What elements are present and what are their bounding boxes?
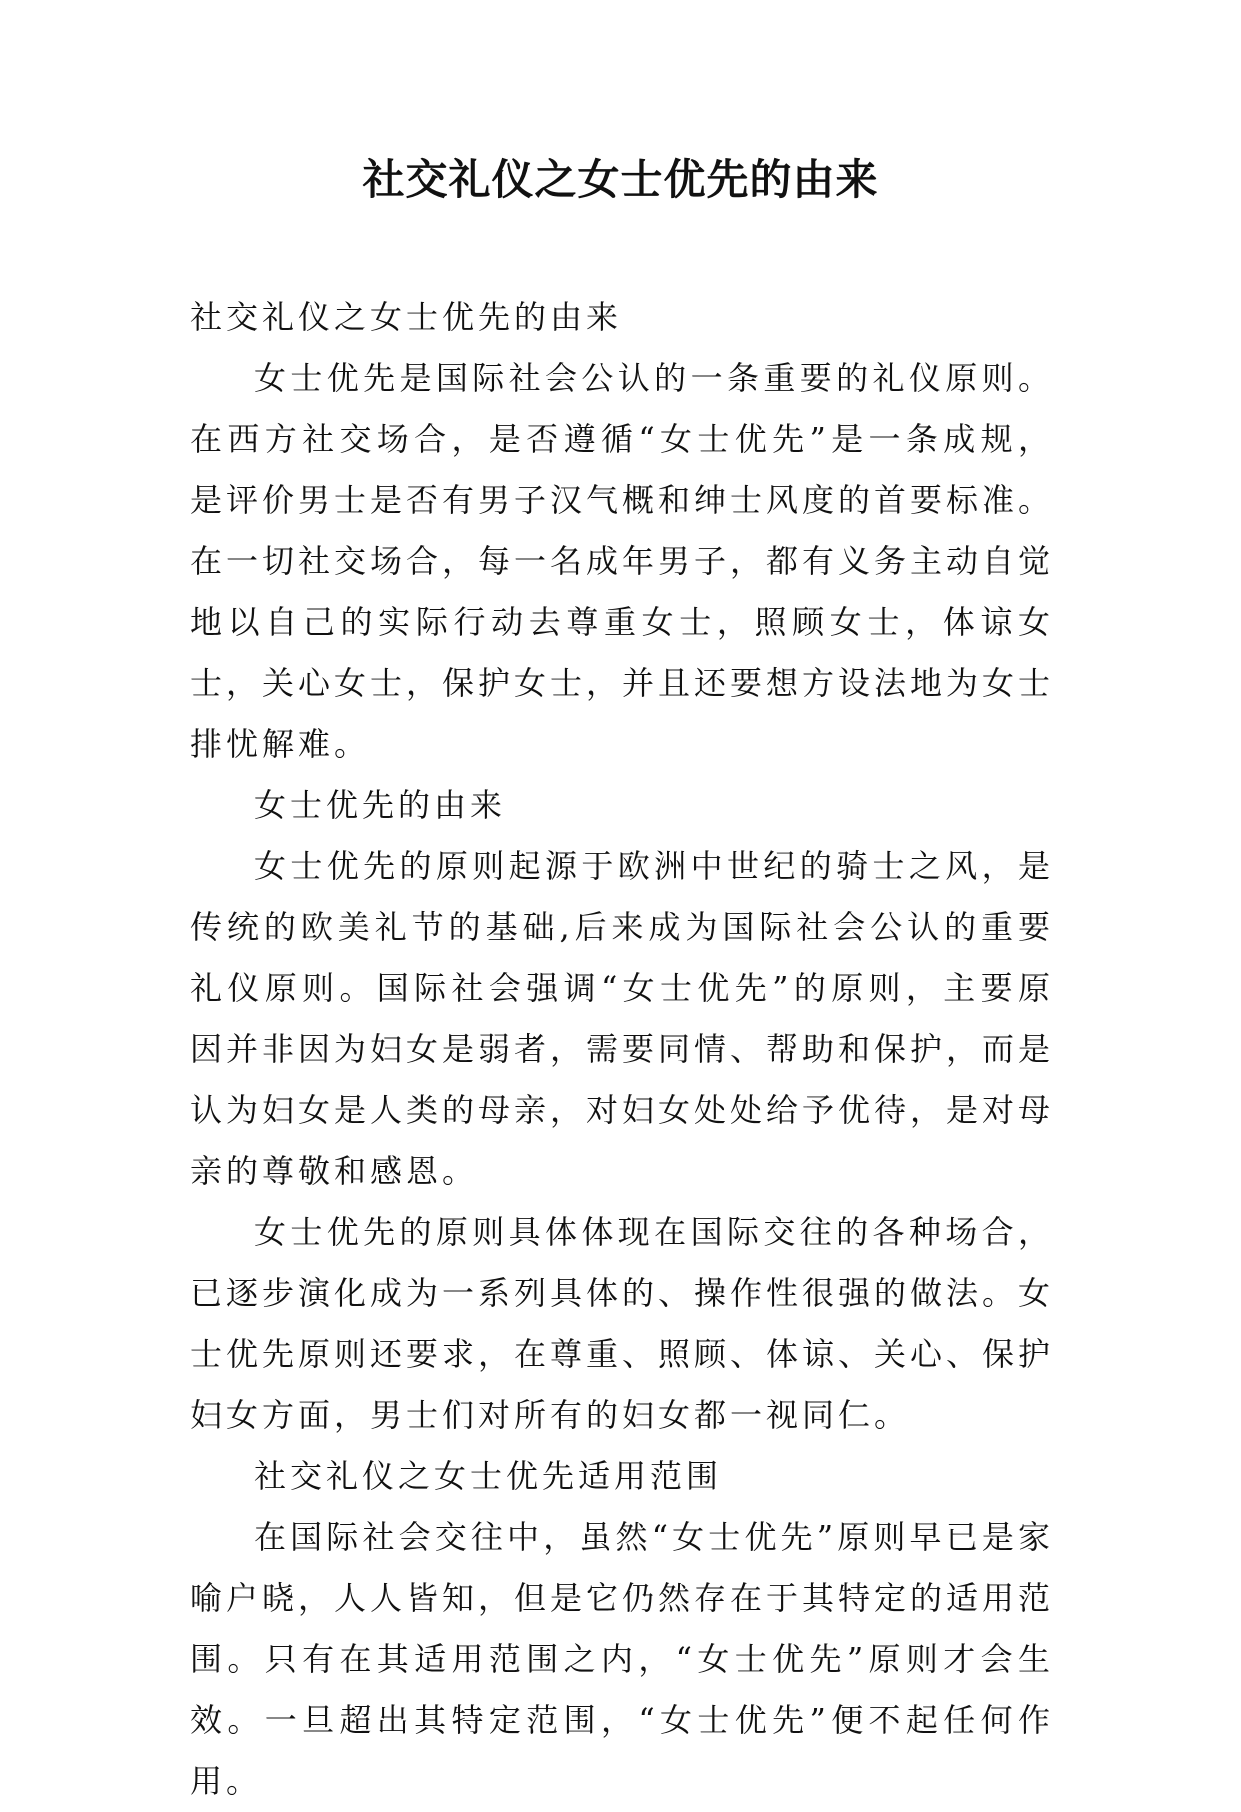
document-body [190,287,1054,1812]
section-heading-scope: 社交礼仪之女士优先适用范围 [254,1457,723,1495]
section-heading-origin: 女士优先的由来 [254,786,507,824]
paragraph-subtitle: 社交礼仪之女士优先的由来 [190,298,623,336]
document-title: 社交礼仪之女士优先的由来 [362,155,879,204]
paragraph-intro: 女士优先是国际社会公认的一条重要的礼仪原则。在西方社交场合，是否遵循“女士优先”是一条成规，是评价男士是否有男子汉气概和绅士风度的首要标准。在一切社交场合，每一名成年男子，都有义务主动自觉地以自己的实际行动去尊重女士，照顾女士，体谅女士，关心女士，保护女士，并且还要想方设法地为女士排忧解难。 [190,359,1055,763]
paragraph-origin: 女士优先的原则起源于欧洲中世纪的骑士之风，是传统的欧美礼节的基础,后来成为国际社会公认的重要礼仪原则。国际社会强调“女士优先”的原则，主要原因并非因为妇女是弱者，需要同情、帮助和保护，而是认为妇女是人类的母亲，对妇女处处给予优待，是对母亲的尊敬和感恩。 [190,847,1055,1190]
paragraph-practice: 女士优先的原则具体体现在国际交往的各种场合，已逐步演化成为一系列具体的、操作性很强的做法。女士优先原则还要求，在尊重、照顾、体谅、关心、保护妇女方面，男士们对所有的妇女都一视同仁。 [190,1213,1055,1434]
paragraph-scope: 在国际社会交往中，虽然“女士优先”原则早已是家喻户晓，人人皆知，但是它仍然存在于其特定的适用范围。只有在其适用范围之内，“女士优先”原则才会生效。一旦超出其特定范围，“女士优先”便不起任何作用。 [190,1518,1055,1800]
